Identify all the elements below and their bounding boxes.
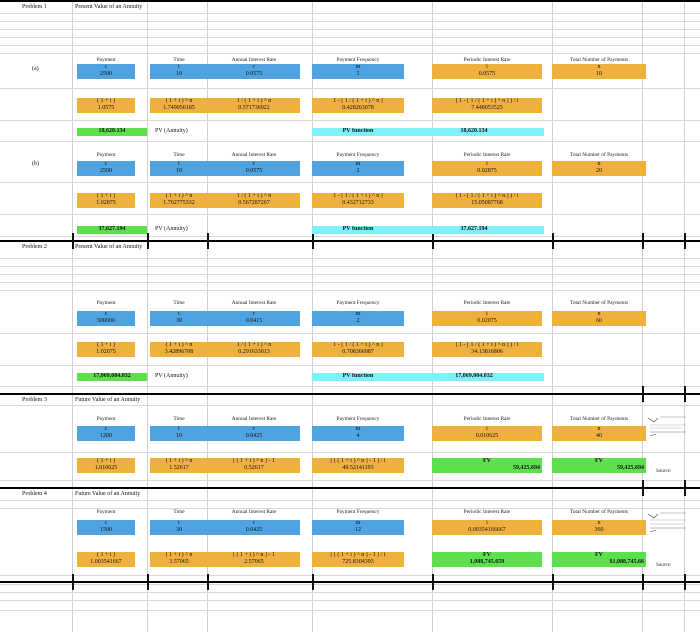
tick: [432, 233, 434, 249]
symbol-t: t: [178, 520, 180, 526]
tick: [684, 233, 686, 249]
p2-time-cell[interactable]: [150, 311, 208, 326]
header-payment: Payment: [96, 509, 116, 515]
problem-4-label: Problem 4: [22, 491, 47, 497]
formula-label: 1 / ( 1 + i ) ^ n: [236, 193, 272, 199]
header-total-payments: Total Number of Payments: [569, 300, 629, 306]
header-annual-rate: Annual Interest Rate: [231, 57, 277, 63]
p1b-total-value: 20: [596, 167, 602, 174]
p4-f1-cell[interactable]: [77, 552, 135, 567]
p1b-rate-value: 0.0575: [245, 167, 263, 174]
p1a-total-cell[interactable]: [552, 64, 646, 79]
problem-3-label: Problem 3: [22, 397, 47, 403]
p3-frequency-value: 4: [356, 432, 360, 439]
formula-label: ( 1 - [ 1 / ( 1 + i ) ^ n ] ) / i: [455, 342, 519, 348]
problem-4-title: Future Value of an Annuity: [75, 491, 141, 497]
p3-total-value: 40: [596, 432, 602, 439]
tick: [72, 233, 74, 249]
p4-total-value: 360: [594, 526, 604, 533]
formula-label: ( 1 + i ): [96, 98, 116, 104]
p1b-f3-value: 0.567287267: [238, 199, 270, 206]
p2-time-value: 30: [176, 317, 182, 324]
pv-annuity-label: PV (Annuity): [155, 373, 188, 379]
grid-col: [684, 0, 685, 632]
header-time: Time: [173, 152, 185, 158]
p3-rate-value: 0.0425: [245, 432, 263, 439]
p1b-rate-cell[interactable]: [208, 161, 300, 176]
header-payment: Payment: [96, 300, 116, 306]
p1a-payment-cell[interactable]: [77, 64, 135, 79]
formula-label: ( 1 - [ 1 / ( 1 + i ) ^ n ] ) / i: [455, 98, 519, 104]
symbol-m: m: [355, 426, 361, 432]
p3-frequency-cell[interactable]: [312, 426, 404, 441]
tick: [684, 574, 686, 590]
p1a-f5-cell[interactable]: [432, 98, 542, 113]
grid-row: [0, 600, 700, 601]
p4-rate-cell[interactable]: [208, 520, 300, 535]
symbol-t: t: [178, 311, 180, 317]
p1b-pv-function-value[interactable]: 37,627.194: [404, 226, 544, 234]
header-periodic-rate: Periodic Interest Rate: [463, 509, 511, 515]
grid-row: [0, 266, 700, 267]
symbol-n: n: [597, 426, 601, 432]
symbol-m: m: [355, 161, 361, 167]
p2-rate-cell[interactable]: [208, 311, 300, 326]
tick: [432, 574, 434, 590]
p2-f2-cell[interactable]: [150, 342, 208, 357]
header-annual-rate: Annual Interest Rate: [231, 416, 277, 422]
p1a-f3-cell[interactable]: [208, 98, 300, 113]
symbol-n: n: [597, 520, 601, 526]
p1a-f1-cell[interactable]: [77, 98, 135, 113]
p2-total-cell[interactable]: [552, 311, 646, 326]
grid-row: [0, 290, 700, 291]
p1b-f4-cell[interactable]: [312, 193, 404, 208]
p4-f2-cell[interactable]: [150, 552, 208, 567]
problem-1-title: Present Value of an Annuity: [75, 4, 143, 10]
p3-fv-value: 59,425.694: [513, 464, 540, 471]
p1b-periodic-value: 0.02875: [477, 167, 497, 174]
symbol-m: m: [355, 311, 361, 317]
formula-label: [ [ ( 1 + i ) ^ n ] - 1 ] / i: [330, 458, 386, 464]
tick: [207, 233, 209, 249]
p1a-f2-value: 1.749056185: [163, 104, 195, 111]
grid-row: [0, 274, 700, 275]
formula-label: [ ( 1 + i ) ^ n ] - 1: [233, 552, 275, 558]
header-time: Time: [173, 509, 185, 515]
p1a-pv-value[interactable]: 18,620.134: [77, 128, 147, 136]
p1b-f2-cell[interactable]: [150, 193, 208, 208]
p4-f3-cell[interactable]: [208, 552, 300, 567]
p4-frequency-cell[interactable]: [312, 520, 404, 535]
p3-payment-value: 1200: [100, 432, 112, 439]
p3-f3-value: 0.52617: [244, 464, 264, 471]
p4-time-value: 30: [176, 526, 182, 533]
p4-fv2-value: $1,088,745.66: [609, 558, 644, 565]
problem-2-title: Present Value of an Annuity: [75, 244, 143, 250]
grid-row: [0, 236, 700, 237]
p2-f5-cell[interactable]: [432, 342, 542, 357]
header-annual-rate: Annual Interest Rate: [231, 509, 277, 515]
grid-row: [0, 386, 700, 387]
p4-payment-value: 1500: [100, 526, 112, 533]
p1a-time-cell[interactable]: [150, 64, 208, 79]
header-frequency: Payment Frequency: [336, 152, 380, 158]
formula-label: 1 / ( 1 + i ) ^ n: [236, 98, 272, 104]
formula-label: ( 1 + i ): [96, 552, 116, 558]
symbol-c: c: [104, 64, 108, 70]
p4-f4-cell[interactable]: [312, 552, 404, 567]
p1b-periodic-cell[interactable]: [432, 161, 542, 176]
grid-row: [0, 333, 700, 334]
pv-annuity-label: PV (Annuity): [155, 226, 188, 232]
p3-f2-cell[interactable]: [150, 458, 208, 473]
p4-periodic-cell[interactable]: [432, 520, 542, 535]
formula-label: ( 1 + i ) ^ n: [165, 458, 193, 464]
p4-periodic-value: 0.00354166667: [468, 526, 506, 533]
formula-label: ( 1 + i ) ^ n: [165, 552, 193, 558]
header-frequency: Payment Frequency: [336, 57, 380, 63]
header-frequency: Payment Frequency: [336, 300, 380, 306]
p2-pv-function-value[interactable]: 17,069,084.032: [404, 373, 544, 381]
grid-row: [0, 120, 700, 121]
formula-label: 1 / ( 1 + i ) ^ n: [236, 342, 272, 348]
header-frequency: Payment Frequency: [336, 509, 380, 515]
fv-label: FV: [483, 552, 491, 558]
grid-row: [0, 584, 700, 585]
p1b-f2-value: 1.762775332: [163, 199, 195, 206]
tick: [312, 574, 314, 590]
header-periodic-rate: Periodic Interest Rate: [463, 300, 511, 306]
problem-3-title: Future Value of an Annuity: [75, 397, 141, 403]
p3-f4-cell[interactable]: [312, 458, 404, 473]
pv-function-label: PV function: [312, 128, 404, 136]
p1a-frequency-cell[interactable]: [312, 64, 404, 79]
p3-fv-cell[interactable]: [432, 458, 542, 473]
formula-label: ( 1 + i ): [96, 193, 116, 199]
p1b-f4-value: 0.432712733: [342, 199, 374, 206]
p4-fv-cell[interactable]: [432, 552, 542, 567]
formula-label: ( 1 - [ 1 / ( 1 + i ) ^ n ] ) / i: [455, 193, 519, 199]
section-border: [0, 240, 700, 242]
p1b-f1-value: 1.02875: [96, 199, 116, 206]
p3-periodic-value: 0.010625: [475, 432, 499, 439]
p4-frequency-value: 12: [355, 526, 361, 533]
fv-label: FV: [595, 458, 603, 464]
header-time: Time: [173, 57, 185, 63]
header-periodic-rate: Periodic Interest Rate: [463, 416, 511, 422]
source-label-4: Source:: [656, 563, 672, 568]
symbol-m: m: [355, 520, 361, 526]
p4-f1-value: 1.003541667: [90, 558, 122, 565]
p1a-payment-value: 2500: [100, 70, 112, 77]
formula-label: ( 1 + i ) ^ n: [165, 98, 193, 104]
header-total-payments: Total Number of Payments: [569, 57, 629, 63]
header-total-payments: Total Number of Payments: [569, 509, 629, 515]
p3-f4-value: 49.52141193: [342, 464, 374, 471]
symbol-r: r: [253, 426, 255, 432]
p2-f3-value: 0.291633013: [238, 348, 270, 355]
p2-f4-cell[interactable]: [312, 342, 404, 357]
p1a-frequency-value: 1: [356, 70, 360, 77]
grid-row: [0, 182, 700, 183]
grid-row: [0, 21, 700, 22]
formula-thumbnail-icon: [646, 510, 690, 534]
p3-f2-value: 1.52617: [169, 464, 189, 471]
tick: [207, 574, 209, 590]
grid-row: [0, 29, 700, 30]
p2-f4-value: 0.708366987: [342, 348, 374, 355]
p2-frequency-value: 2: [356, 317, 360, 324]
symbol-i: i: [486, 311, 488, 317]
grid-row: [0, 37, 700, 38]
symbol-r: r: [253, 311, 255, 317]
p3-total-cell[interactable]: [552, 426, 646, 441]
symbol-c: c: [104, 311, 108, 317]
p4-time-cell[interactable]: [150, 520, 208, 535]
grid-row: [0, 141, 700, 142]
pv-function-label: PV function: [312, 373, 404, 381]
p1b-payment-value: 2500: [100, 167, 112, 174]
formula-label: ( 1 + i ) ^ n: [165, 193, 193, 199]
p3-fv2-cell[interactable]: [552, 458, 646, 473]
p3-fv2-value: 59,425.694: [617, 464, 644, 471]
problem-2-label: Problem 2: [22, 244, 47, 250]
formula-label: ( 1 + i ): [96, 458, 116, 464]
symbol-m: m: [355, 64, 361, 70]
p2-payment-value: 500000: [97, 317, 115, 324]
p2-f1-cell[interactable]: [77, 342, 135, 357]
symbol-r: r: [253, 64, 255, 70]
p1b-f5-cell[interactable]: [432, 193, 542, 208]
grid-row: [0, 45, 700, 46]
p1b-frequency-value: 2: [356, 167, 360, 174]
tick: [312, 233, 314, 249]
p2-f3-cell[interactable]: [208, 342, 300, 357]
fv-label: FV: [483, 458, 491, 464]
tick: [642, 480, 644, 496]
symbol-c: c: [104, 520, 108, 526]
p1a-f1-value: 1.0575: [97, 104, 115, 111]
section-border: [0, 393, 700, 395]
section-border: [0, 0, 700, 2]
section-border: [0, 487, 700, 489]
grid-row: [0, 405, 700, 406]
p4-payment-cell[interactable]: [77, 520, 135, 535]
formula-label: [ [ ( 1 + i ) ^ n ] - 1 ] / i: [330, 552, 386, 558]
part-b-label: (b): [32, 161, 39, 167]
tick: [147, 574, 149, 590]
grid-row: [0, 610, 700, 611]
tick: [72, 574, 74, 590]
p3-f1-cell[interactable]: [77, 458, 135, 473]
formula-label: 1 - [ 1 / ( 1 + i ) ^ n ]: [333, 98, 383, 104]
p2-f1-value: 1.02075: [96, 348, 116, 355]
p2-pv-value[interactable]: 17,069,084.032: [77, 373, 147, 381]
problem-1-label: Problem 1: [22, 4, 47, 10]
symbol-t: t: [178, 161, 180, 167]
p3-f1-value: 1.010625: [94, 464, 118, 471]
p4-f3-value: 2.57065: [244, 558, 264, 565]
tick: [642, 574, 644, 590]
header-time: Time: [173, 300, 185, 306]
symbol-i: i: [486, 520, 488, 526]
section-border: [0, 581, 700, 583]
symbol-i: i: [486, 161, 488, 167]
p3-payment-cell[interactable]: [77, 426, 135, 441]
p1a-periodic-cell[interactable]: [432, 64, 542, 79]
tick: [642, 233, 644, 249]
fv-label: FV: [595, 552, 603, 558]
tick: [147, 233, 149, 249]
p1b-total-cell[interactable]: [552, 161, 646, 176]
grid-row: [0, 452, 700, 453]
p1b-time-value: 10: [176, 167, 182, 174]
p2-periodic-value: 0.02075: [477, 317, 497, 324]
header-total-payments: Total Number of Payments: [569, 416, 629, 422]
p1b-f1-cell[interactable]: [77, 193, 135, 208]
p2-periodic-cell[interactable]: [432, 311, 542, 326]
p2-f5-value: 34.13816806: [471, 348, 503, 355]
pv-annuity-label: PV (Annuity): [155, 128, 188, 134]
formula-label: ( 1 + i ) ^ n: [165, 342, 193, 348]
part-a-label: (a): [32, 66, 39, 72]
symbol-r: r: [253, 520, 255, 526]
p1a-f3-value: 0.571736922: [238, 104, 270, 111]
grid-row: [0, 53, 700, 54]
p1a-f4-cell[interactable]: [312, 98, 404, 113]
grid-row: [0, 365, 700, 366]
pv-function-label: PV function: [312, 226, 404, 234]
tick: [552, 233, 554, 249]
p2-f2-value: 3.42896708: [164, 348, 194, 355]
grid-row: [0, 88, 700, 89]
tick: [684, 386, 686, 402]
p1b-f3-cell[interactable]: [208, 193, 300, 208]
formula-label: 1 - [ 1 / ( 1 + i ) ^ n ]: [333, 342, 383, 348]
tick: [684, 480, 686, 496]
p1a-rate-cell[interactable]: [208, 64, 300, 79]
header-payment: Payment: [96, 152, 116, 158]
grid-col: [72, 0, 73, 632]
tick: [642, 386, 644, 402]
header-annual-rate: Annual Interest Rate: [231, 300, 277, 306]
symbol-c: c: [104, 161, 108, 167]
formula-label: [ ( 1 + i ) ^ n ] - 1: [233, 458, 275, 464]
p2-payment-cell[interactable]: [77, 311, 135, 326]
grid-row: [0, 214, 700, 215]
p1a-total-value: 10: [596, 70, 602, 77]
p1b-time-cell[interactable]: [150, 161, 208, 176]
header-periodic-rate: Periodic Interest Rate: [463, 152, 511, 158]
formula-label: ( 1 + i ): [96, 342, 116, 348]
header-periodic-rate: Periodic Interest Rate: [463, 57, 511, 63]
p1b-pv-value[interactable]: 37,627.194: [77, 226, 147, 234]
p3-f3-cell[interactable]: [208, 458, 300, 473]
tick: [552, 574, 554, 590]
p1a-f5-value: 7.448053525: [471, 104, 503, 111]
grid-row: [0, 258, 700, 259]
p1a-pv-function-value[interactable]: 18,620.134: [404, 128, 544, 136]
source-label-3: Source:: [656, 469, 672, 474]
p1b-f5-value: 15.05087768: [471, 199, 503, 206]
p3-time-value: 10: [176, 432, 182, 439]
grid-row: [0, 480, 700, 481]
p4-fv-value: 1,088,745.659: [469, 558, 505, 565]
symbol-n: n: [597, 311, 601, 317]
header-payment: Payment: [96, 416, 116, 422]
p4-rate-value: 0.0425: [245, 526, 263, 533]
p1a-time-value: 10: [176, 70, 182, 77]
symbol-n: n: [597, 161, 601, 167]
formula-thumbnail-icon: [646, 414, 690, 438]
header-frequency: Payment Frequency: [336, 416, 380, 422]
symbol-n: n: [597, 64, 601, 70]
grid-row: [0, 500, 700, 501]
symbol-c: c: [104, 426, 108, 432]
grid-row: [0, 592, 700, 593]
p2-total-value: 60: [596, 317, 602, 324]
p1a-periodic-value: 0.0575: [478, 70, 496, 77]
p1b-payment-cell[interactable]: [77, 161, 135, 176]
header-payment: Payment: [96, 57, 116, 63]
grid-col: [147, 0, 148, 632]
header-annual-rate: Annual Interest Rate: [231, 152, 277, 158]
p1a-rate-value: 0.0575: [245, 70, 263, 77]
symbol-t: t: [178, 64, 180, 70]
formula-label: 1 - [ 1 / ( 1 + i ) ^ n ]: [333, 193, 383, 199]
p2-frequency-cell[interactable]: [312, 311, 404, 326]
p3-periodic-cell[interactable]: [432, 426, 542, 441]
p4-f2-value: 3.57065: [169, 558, 189, 565]
symbol-r: r: [253, 161, 255, 167]
header-total-payments: Total Number of Payments: [569, 152, 629, 158]
grid-row: [0, 575, 700, 576]
p4-f4-value: 725.8304393: [342, 558, 374, 565]
symbol-i: i: [486, 426, 488, 432]
grid-row: [0, 282, 700, 283]
p2-rate-value: 0.0415: [245, 317, 263, 324]
grid-row: [0, 13, 700, 14]
p3-time-cell[interactable]: [150, 426, 208, 441]
p3-rate-cell[interactable]: [208, 426, 300, 441]
p1b-frequency-cell[interactable]: [312, 161, 404, 176]
symbol-i: i: [486, 64, 488, 70]
header-time: Time: [173, 416, 185, 422]
p4-fv2-cell[interactable]: [552, 552, 646, 567]
p1a-f4-value: 0.428263078: [342, 104, 374, 111]
symbol-t: t: [178, 426, 180, 432]
p1a-f2-cell[interactable]: [150, 98, 208, 113]
p4-total-cell[interactable]: [552, 520, 646, 535]
